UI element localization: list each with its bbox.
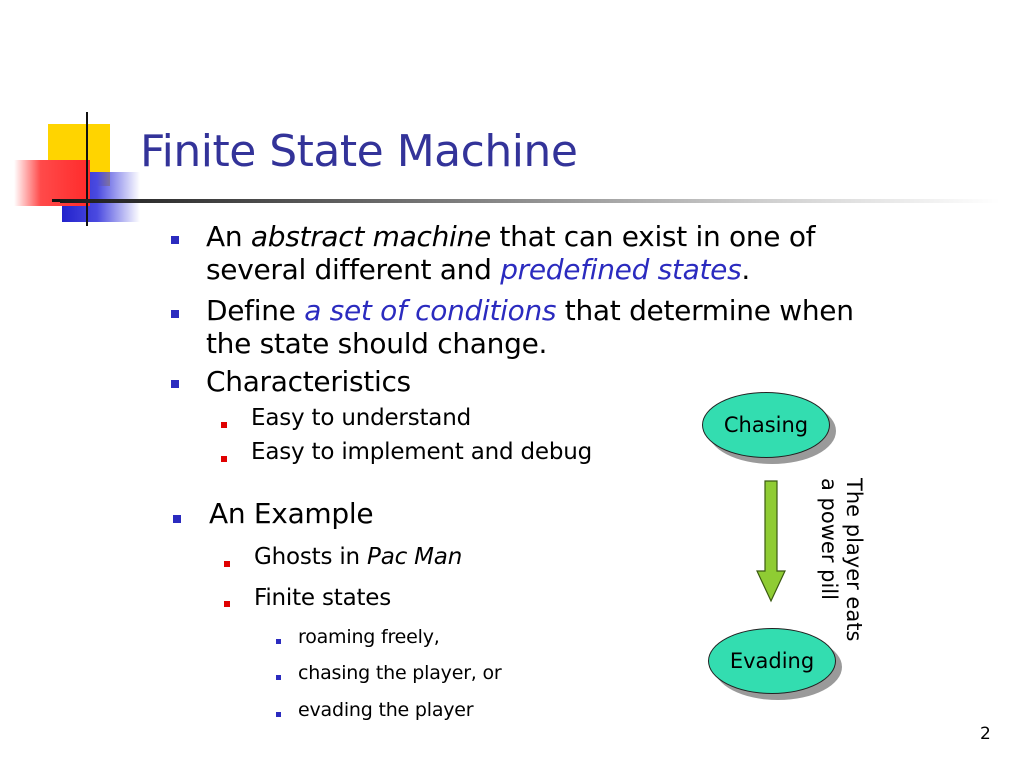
text-fragment: . <box>741 253 751 286</box>
transition-label-line1: The player eats <box>842 478 866 642</box>
text-fragment: several different and <box>206 253 501 286</box>
bullet-an-example: An Example <box>209 497 374 530</box>
bullet-define-conditions <box>206 294 854 360</box>
transition-label-line2: a power pill <box>817 478 841 600</box>
state-item: evading the player <box>298 699 474 721</box>
sub-sub-bullet-marker <box>276 675 281 680</box>
state-item: chasing the player, or <box>298 662 502 684</box>
text-fragment: An <box>206 220 251 253</box>
sub-bullet-ghosts <box>254 543 462 571</box>
bullet-marker <box>171 236 179 244</box>
text-fragment: Define <box>206 294 305 327</box>
sub-sub-bullet-marker <box>276 639 281 644</box>
sub-bullet-easy-implement: Easy to implement and debug <box>251 439 593 465</box>
state-node-chasing: Chasing <box>702 392 830 458</box>
sub-bullet-marker <box>221 456 227 462</box>
bullet-characteristics: Characteristics <box>206 365 411 398</box>
state-node-evading: Evading <box>708 628 836 694</box>
text-fragment: that determine when <box>556 294 854 327</box>
sub-bullet-marker <box>224 601 230 607</box>
text-fragment: that can exist in one of <box>490 220 816 253</box>
slide-title: Finite State Machine <box>140 126 578 177</box>
emphasis-text: predefined states <box>500 253 742 286</box>
transition-label <box>816 478 866 641</box>
sub-bullet-marker <box>221 422 227 428</box>
title-underline <box>60 199 1000 203</box>
bullet-marker <box>171 380 179 388</box>
bullet-marker <box>171 310 179 318</box>
sub-bullet-finite-states: Finite states <box>254 585 392 611</box>
bullet-abstract-machine <box>206 220 815 286</box>
text-fragment: the state should change. <box>206 327 548 360</box>
sub-bullet-marker <box>224 561 230 567</box>
state-item: roaming freely, <box>298 626 440 648</box>
emphasis-text: a set of conditions <box>304 294 557 327</box>
text-fragment: Ghosts in <box>254 544 368 570</box>
sub-sub-bullet-marker <box>276 712 281 717</box>
emphasis-text: Pac Man <box>367 544 463 570</box>
deco-vertical-line <box>86 112 88 226</box>
bullet-marker <box>173 515 181 523</box>
sub-bullet-easy-understand: Easy to understand <box>251 405 471 431</box>
emphasis-text: abstract machine <box>250 220 491 253</box>
page-number: 2 <box>980 724 991 744</box>
transition-arrow <box>754 479 788 605</box>
